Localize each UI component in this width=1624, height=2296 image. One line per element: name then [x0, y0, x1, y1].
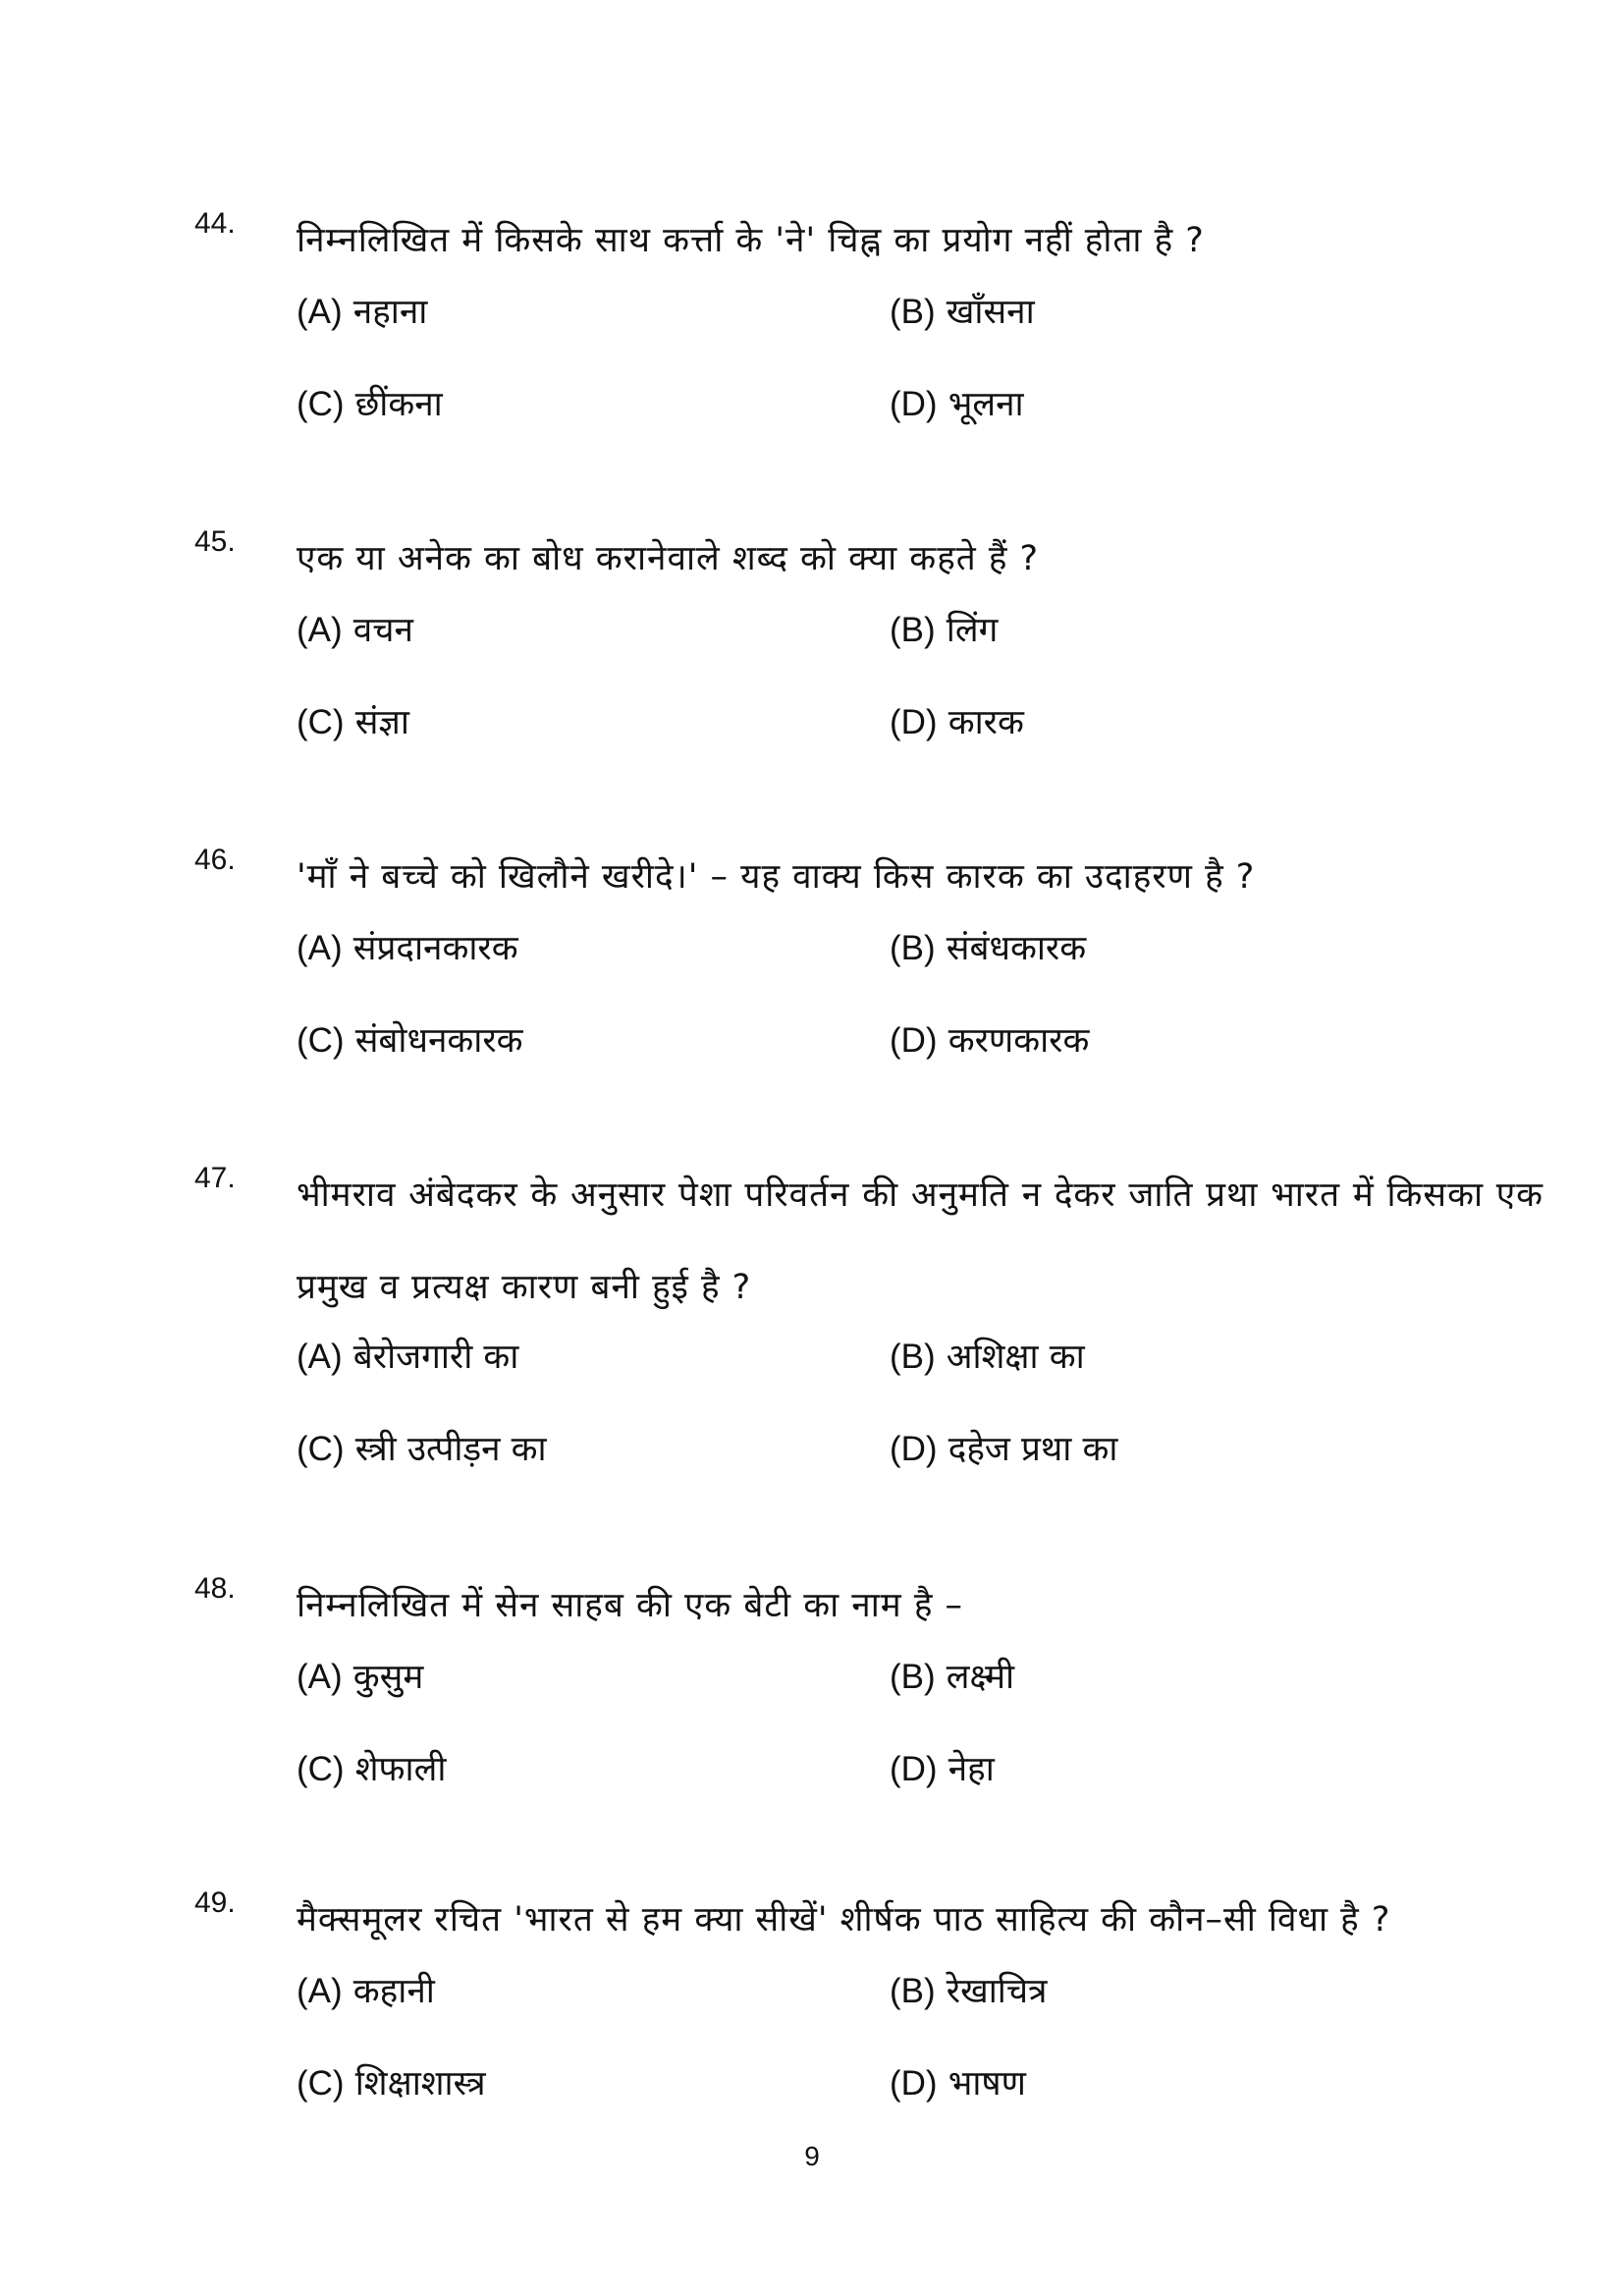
option-d: (D) भाषण: [890, 2064, 1026, 2104]
question-number: 44.: [194, 207, 236, 240]
option-d: (D) नेहा: [890, 1750, 995, 1789]
question-number: 46.: [194, 844, 236, 876]
option-c: (C) संज्ञा: [297, 703, 409, 742]
option-d: (D) करणकारक: [890, 1021, 1090, 1061]
question-text: निम्नलिखित में किसके साथ कर्त्ता के 'ने' चिह्न का प्रयोग नहीं होता है ?: [297, 221, 1205, 260]
option-b: (B) रेखाचित्र: [890, 1972, 1048, 2011]
option-c: (C) स्त्री उत्पीड़न का: [297, 1430, 547, 1469]
option-b: (B) लिंग: [890, 611, 999, 650]
question-text: एक या अनेक का बोध करानेवाले शब्द को क्या कहते हैं ?: [297, 539, 1040, 578]
option-a: (A) कुसुम: [297, 1658, 424, 1697]
option-d: (D) कारक: [890, 703, 1024, 742]
option-a: (A) कहानी: [297, 1972, 435, 2011]
option-a: (A) वचन: [297, 611, 413, 650]
question-number: 45.: [194, 525, 236, 558]
page-number: 9: [804, 2141, 820, 2171]
question-text: भीमराव अंबेदकर के अनुसार पेशा परिवर्तन की अनुमति न देकर जाति प्रथा भारत में किसका एक प्रमुख व प्रत्यक्ष कारण बनी हुई है ?: [297, 1175, 1543, 1307]
question-number: 48.: [194, 1572, 236, 1605]
option-c: (C) शेफाली: [297, 1750, 447, 1789]
question-number: 47.: [194, 1162, 236, 1194]
option-a: (A) बेरोजगारी का: [297, 1338, 519, 1377]
option-d: (D) दहेज प्रथा का: [890, 1430, 1118, 1469]
option-c: (C) शिक्षाशास्त्र: [297, 2064, 486, 2104]
question-text: निम्नलिखित में सेन साहब की एक बेटी का नाम है –: [297, 1586, 964, 1625]
question-text: 'माँ ने बच्चे को खिलौने खरीदे।' – यह वाक्य किस कारक का उदाहरण है ?: [297, 857, 1256, 897]
question-number: 49.: [194, 1886, 236, 1919]
option-c: (C) छींकना: [297, 385, 443, 424]
option-d: (D) भूलना: [890, 385, 1024, 424]
option-a: (A) नहाना: [297, 293, 428, 332]
question-text: मैक्समूलर रचित 'भारत से हम क्या सीखें' शीर्षक पाठ साहित्य की कौन–सी विधा है ?: [297, 1900, 1391, 1940]
option-a: (A) संप्रदानकारक: [297, 929, 518, 968]
option-b: (B) संबंधकारक: [890, 929, 1087, 968]
option-b: (B) खाँसना: [890, 293, 1035, 332]
option-b: (B) लक्ष्मी: [890, 1658, 1015, 1697]
option-b: (B) अशिक्षा का: [890, 1338, 1085, 1377]
option-c: (C) संबोधनकारक: [297, 1021, 523, 1061]
